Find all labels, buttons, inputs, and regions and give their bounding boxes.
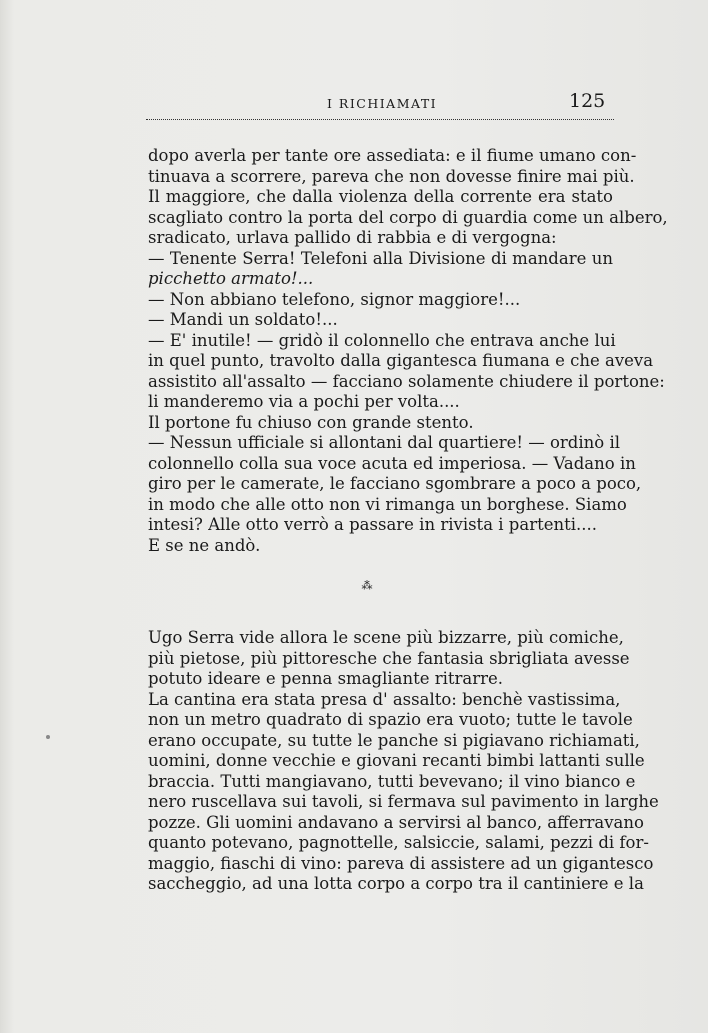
header-rule [146,119,614,120]
text-line: in quel punto, travolto dalla gigantesca fiumana e che aveva [148,351,654,370]
text-line: saccheggio, ad una lotta corpo a corpo tra il cantiniere e la [148,874,644,893]
text-line: più pietose, più pittoresche che fantasia sbrigliata avesse [148,648,630,668]
text-line: giro per le camerate, le facciano sgombrare a poco a poco, [148,474,642,493]
text-line: non un metro quadrato di spazio era vuoto; tutte le tavole [148,710,633,729]
text-line: dopo averla per tante ore assediata: e il fiume umano con- [148,146,637,165]
text-line: maggio, fiaschi di vino: pareva di assistere ad un gigantesco [148,853,654,873]
text-line: intesi? Alle otto verrò a passare in rivista i partenti.... [148,515,597,534]
paper-speck [46,735,50,739]
text-line: in modo che alle otto non vi rimanga un borghese. Siamo [148,494,627,514]
running-title: I RICHIAMATI [327,96,438,111]
asterism-ornament: ⁂ [361,579,373,592]
text-line: braccia. Tutti mangiavano, tutti bevevano; il vino bianco e [148,771,636,791]
text-line: sradicato, urlava pallido di rabbia e di vergogna: [148,228,557,247]
text-block-bottom [148,628,659,895]
text-line: Il portone fu chiuso con grande stento. [148,412,474,432]
text-line: uomini, donne vecchie e giovani recanti bimbi lattanti sulle [148,751,645,770]
page-number: 125 [569,90,606,112]
text-line: nero ruscellava sui tavoli, si fermava sul pavimento in larghe [148,792,659,811]
text-line: — Tenente Serra! Telefoni alla Divisione di mandare un [148,248,613,268]
text-line: Ugo Serra vide allora le scene più bizzarre, più comiche, [148,628,624,647]
text-line: erano occupate, su tutte le panche si pigiavano richiamati, [148,730,640,750]
text-line: tinuava a scorrere, pareva che non dovesse finire mai più. [148,166,635,186]
text-line: pozze. Gli uomini andavano a servirsi al banco, afferravano [148,812,644,832]
text-line: — Nessun ufficiale si allontani dal quartiere! — ordinò il [148,433,621,452]
text-line: scagliato contro la porta del corpo di guardia come un albero, [148,207,668,227]
text-line: E se ne andò. [148,535,261,555]
text-line: colonnello colla sua voce acuta ed imperiosa. — Vadano in [148,453,636,473]
text-line: potuto ideare e penna smagliante ritrarre. [148,669,504,688]
text-line: li manderemo via a pochi per volta.... [148,392,460,411]
text-line: — E' inutile! — gridò il colonnello che entrava anche lui [148,330,616,350]
text-line: picchetto armato!... [148,269,314,288]
text-line: quanto potevano, pagnottelle, salsiccie, salami, pezzi di for- [148,833,649,852]
text-block-top [148,146,668,556]
text-line: Il maggiore, che dalla violenza della corrente era stato [148,187,613,206]
text-line: La cantina era stata presa d' assalto: benchè vastissima, [148,689,621,709]
text-line: assistito all'assalto — facciano solamente chiudere il portone: [148,371,665,391]
text-line: — Non abbiano telefono, signor maggiore!... [148,289,521,309]
text-line: — Mandi un soldato!... [148,310,338,329]
